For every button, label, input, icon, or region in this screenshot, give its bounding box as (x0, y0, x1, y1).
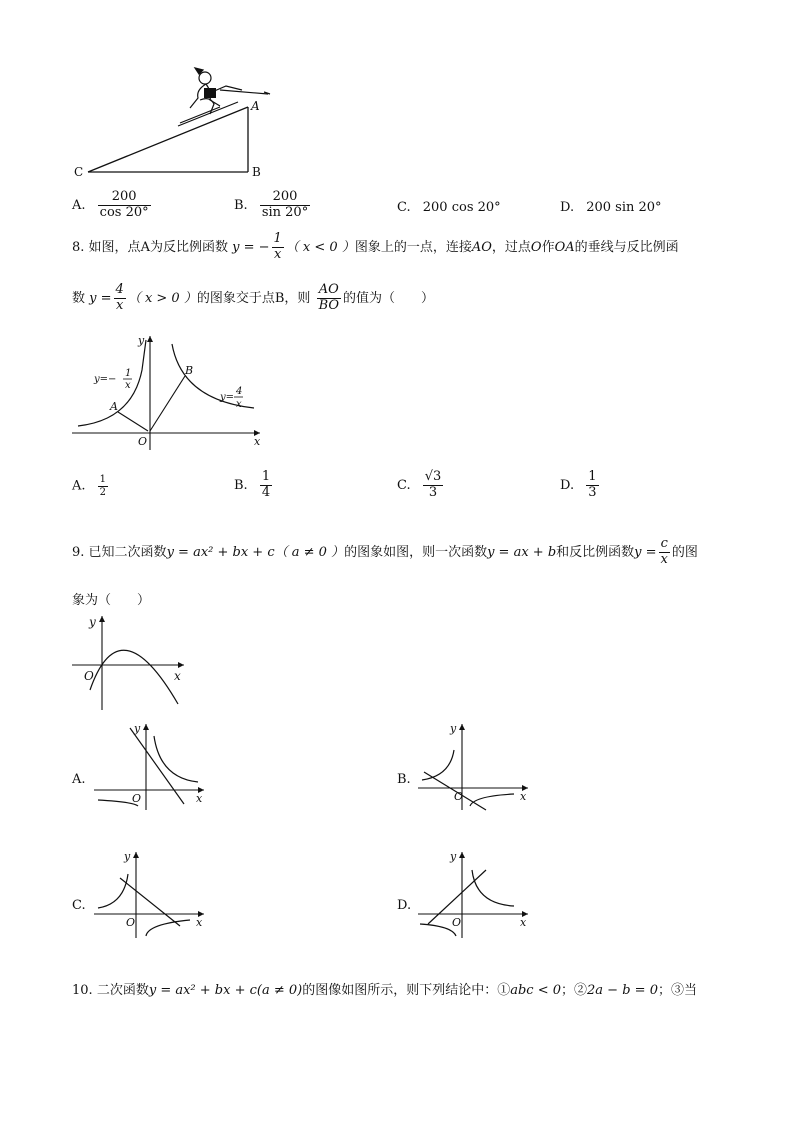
q10-text: ；② (561, 983, 588, 998)
q7-option-d[interactable] (560, 200, 662, 215)
label-O: O (132, 792, 142, 805)
q8-text: 数 (72, 290, 86, 306)
q8-ratio-den: BO (318, 297, 340, 313)
q9-option-c-letter[interactable]: C. (72, 898, 86, 913)
q8-text: 如图，点 (88, 239, 141, 255)
label-y: y (89, 615, 96, 629)
label-B: B (185, 364, 194, 377)
fn1-lhs: y=− (94, 374, 117, 385)
q8-fn1-lhs: y = − (232, 239, 270, 255)
q8-fn2-domain: （ x > 0 ） (127, 290, 197, 306)
q8-fn2-lhs: y = (89, 290, 112, 306)
option-letter: D. (560, 477, 575, 493)
q8-point-A: A (140, 239, 150, 255)
option-den: 3 (428, 484, 438, 500)
q8-point-B: B (274, 290, 285, 306)
hyperbola-q1 (472, 870, 514, 906)
option-den: cos 20° (99, 204, 149, 220)
option-letter: C. (397, 200, 411, 215)
q9-option-d-graph[interactable] (414, 848, 534, 940)
q8-text: 的值为（ ） (343, 290, 435, 306)
q10-c1: abc < 0 (510, 983, 562, 998)
label-x: x (174, 669, 181, 683)
q7-option-a[interactable] (72, 190, 153, 221)
option-text: 200 cos 20° (422, 200, 501, 215)
y-arrow (147, 336, 153, 342)
q8-seg-OA: OA (554, 239, 575, 255)
option-letter: B. (234, 197, 248, 213)
q8-option-b[interactable] (234, 470, 274, 501)
label-O: O (452, 916, 462, 929)
option-den: 3 (588, 484, 597, 500)
y-arrow (143, 724, 149, 730)
label-y: y (124, 850, 131, 863)
label-x: x (196, 792, 203, 805)
hyperbola-q3 (420, 924, 456, 936)
label-O: O (84, 669, 94, 683)
q8-fn1-den: x (273, 246, 282, 262)
question-number: 9. (72, 544, 85, 560)
q8-line2 (72, 283, 434, 314)
q8-option-d[interactable] (560, 470, 601, 501)
label-x: x (196, 916, 203, 929)
q9-fn-inv-den: x (660, 551, 668, 567)
q10-c2: 2a − b = 0 (587, 983, 658, 998)
q10-text: ；③当 (657, 983, 697, 998)
option-letter: A. (72, 197, 86, 213)
label-A: A (251, 99, 260, 113)
label-C: C (74, 165, 84, 179)
label-y: y (134, 722, 141, 735)
slope-line (88, 107, 248, 172)
q8-pt-O: O (530, 239, 542, 255)
q9-parabola-graph (70, 612, 190, 712)
q9-line2: 象为（ ） (72, 593, 151, 608)
q9-fn-inv-lhs: y = (634, 544, 657, 560)
q8-seg-AO: AO (471, 239, 492, 255)
q8-text: 作 (541, 239, 555, 255)
q9-text: 的图象如图，则一次函数 (344, 544, 488, 560)
q8-line1 (72, 232, 679, 263)
label-O: O (138, 435, 148, 448)
slope-figure (70, 62, 290, 187)
q9-text: 的图 (671, 544, 698, 560)
q9-option-b-letter[interactable]: B. (397, 772, 411, 787)
q8-text: 的图象交于点 (196, 290, 275, 306)
q9-option-a-letter[interactable]: A. (72, 772, 86, 787)
hyperbola-q2 (422, 750, 454, 780)
q9-fn-quad: y = ax² + bx + c (166, 544, 275, 560)
fn2-den: x (236, 399, 242, 410)
question-number: 8. (72, 239, 85, 255)
fn1-num: 1 (125, 368, 132, 379)
segment-AO (118, 412, 148, 431)
label-x: x (254, 435, 261, 448)
q8-option-c[interactable] (397, 470, 445, 501)
q9-fn-inv-num: c (659, 537, 670, 553)
option-num: √3 (424, 469, 442, 484)
q9-option-d-letter[interactable]: D. (397, 898, 412, 913)
label-A: A (110, 400, 118, 413)
label-O: O (126, 916, 136, 929)
q7-option-c[interactable] (397, 200, 501, 215)
hyperbola-q4 (146, 920, 190, 936)
q9-option-b-graph[interactable] (414, 720, 534, 812)
q9-text: 已知二次函数 (88, 544, 167, 560)
y-arrow (99, 616, 105, 622)
q9-fn-lin: y = ax + b (487, 544, 557, 560)
q8-text: 为反比例函数 (149, 239, 228, 255)
label-x: x (520, 790, 527, 803)
option-letter: B. (234, 477, 248, 493)
y-arrow (459, 852, 465, 858)
fn1-den: x (125, 380, 131, 391)
hyperbola-q1 (154, 736, 198, 782)
option-num: 1 (588, 469, 597, 484)
option-num: 1 (99, 474, 107, 485)
fn2-num: 4 (236, 386, 243, 397)
fn2-lhs: y= (220, 392, 235, 403)
q8-fn2-den: x (116, 297, 124, 313)
q10-line1 (72, 979, 697, 998)
hyperbola-q2 (98, 874, 128, 908)
q8-fn1-domain: （ x < 0 ） (285, 239, 355, 255)
label-y: y (138, 334, 145, 347)
option-letter: D. (560, 200, 575, 215)
option-num: 200 (260, 190, 310, 206)
q8-fn1-num: 1 (273, 231, 282, 246)
q8-text: 图象上的一点，连接 (354, 239, 472, 255)
q9-text: 和反比例函数 (556, 544, 635, 560)
option-den: 4 (261, 484, 271, 500)
label-B: B (252, 165, 261, 179)
label-y: y (450, 850, 457, 863)
y-arrow (133, 852, 139, 858)
q8-graph (70, 330, 270, 452)
q8-text: ，过点 (491, 239, 531, 255)
option-text: 200 sin 20° (586, 200, 662, 215)
q10-text: 的图像如图所示，则下列结论中：① (302, 983, 511, 998)
q8-option-a[interactable] (72, 474, 110, 498)
option-den: sin 20° (261, 204, 309, 220)
option-num: 1 (261, 469, 271, 484)
q8-ratio-num: AO (317, 283, 341, 299)
q8-fn2-num: 4 (115, 282, 124, 297)
q8-text: ，则 (284, 290, 311, 306)
option-num: 200 (98, 190, 151, 206)
label-x: x (520, 916, 527, 929)
segment-OB (150, 376, 185, 431)
parabola (90, 650, 178, 704)
q9-cond: （ a ≠ 0 ） (274, 544, 345, 560)
option-den: 2 (99, 486, 107, 498)
q9-option-a-graph[interactable] (90, 720, 210, 812)
option-letter: A. (72, 478, 86, 494)
label-O: O (454, 790, 464, 803)
option-letter: C. (397, 477, 411, 493)
q10-text: 二次函数 (96, 983, 149, 998)
label-y: y (450, 722, 457, 735)
question-number: 10. (72, 983, 93, 998)
q9-line1 (72, 537, 698, 568)
q8-text: 的垂线与反比例函 (574, 239, 679, 255)
y-arrow (459, 724, 465, 730)
q10-cond: (a ≠ 0) (256, 983, 303, 998)
x-arrow (178, 662, 184, 668)
q7-option-b[interactable] (234, 190, 312, 221)
q9-option-c-graph[interactable] (90, 848, 210, 940)
q10-fn: y = ax² + bx + c (148, 983, 257, 998)
